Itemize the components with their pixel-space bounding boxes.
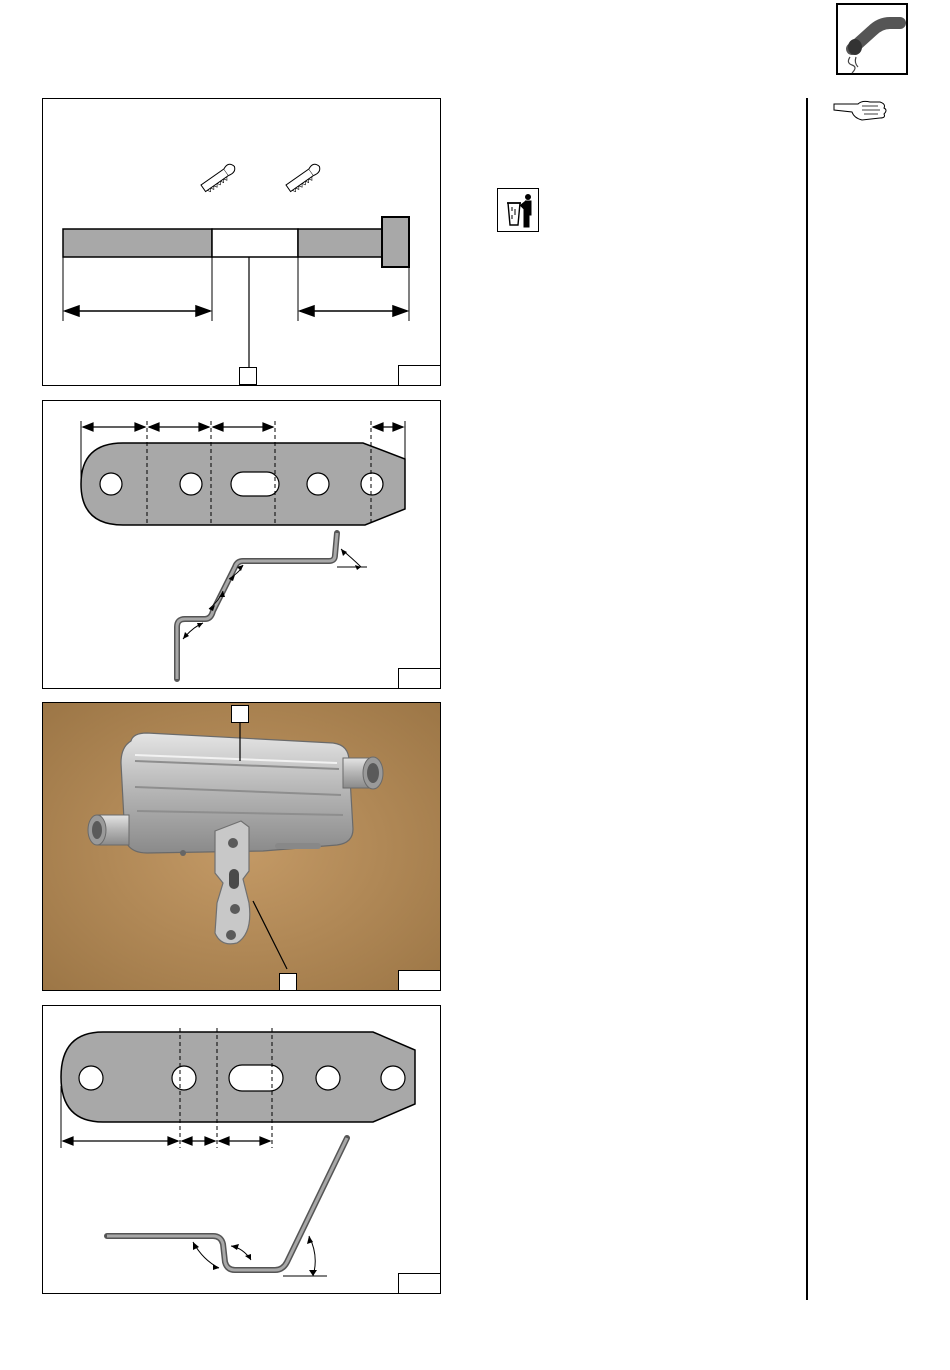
figure-ref-box [398, 365, 440, 385]
pipe-segment-left [63, 229, 212, 257]
muffler-photo-svg [43, 703, 441, 991]
bracket-diagram-2-svg [43, 1006, 441, 1294]
bracket-hole [307, 473, 329, 495]
panel-bracket-bend-2 [42, 1005, 441, 1294]
bracket-hole [316, 1066, 340, 1090]
bracket-hole [381, 1066, 405, 1090]
bent-profile [177, 533, 337, 679]
dimension-arrow-right [300, 306, 407, 316]
bracket-hole [180, 473, 202, 495]
callout-box [239, 367, 257, 385]
panel-bracket-bend-1 [42, 400, 441, 689]
bracket-hole [100, 473, 122, 495]
callout-box-top [231, 705, 249, 723]
pipe-segment-right [298, 229, 382, 257]
figure-ref-box [398, 668, 440, 688]
bracket-diagram-svg [43, 401, 441, 689]
bracket-hole [172, 1066, 196, 1090]
column-divider [806, 98, 808, 1300]
exhaust-pipe-icon [838, 5, 910, 77]
figure-ref-box [398, 1273, 440, 1293]
panel-muffler-photo [42, 702, 441, 991]
pipe-segment-cut [212, 229, 298, 257]
waste-bin-icon [498, 189, 540, 233]
pipe-flange [382, 217, 409, 267]
dimension-arrow-left [65, 306, 210, 316]
panel-cut-diagram [42, 98, 441, 386]
saw-icon [285, 162, 323, 194]
bracket-slot [229, 1065, 283, 1091]
section-icon-box [836, 3, 908, 75]
pointing-hand-icon [832, 96, 888, 124]
callout-box-bottom [279, 973, 297, 991]
saw-icon [200, 162, 238, 194]
bracket-hole [79, 1066, 103, 1090]
disposal-icon-box [497, 188, 539, 232]
bracket-slot [231, 472, 279, 496]
cut-diagram-svg [43, 99, 441, 386]
bracket-hole [361, 473, 383, 495]
bent-profile [107, 1138, 347, 1270]
figure-ref-box [398, 970, 440, 990]
